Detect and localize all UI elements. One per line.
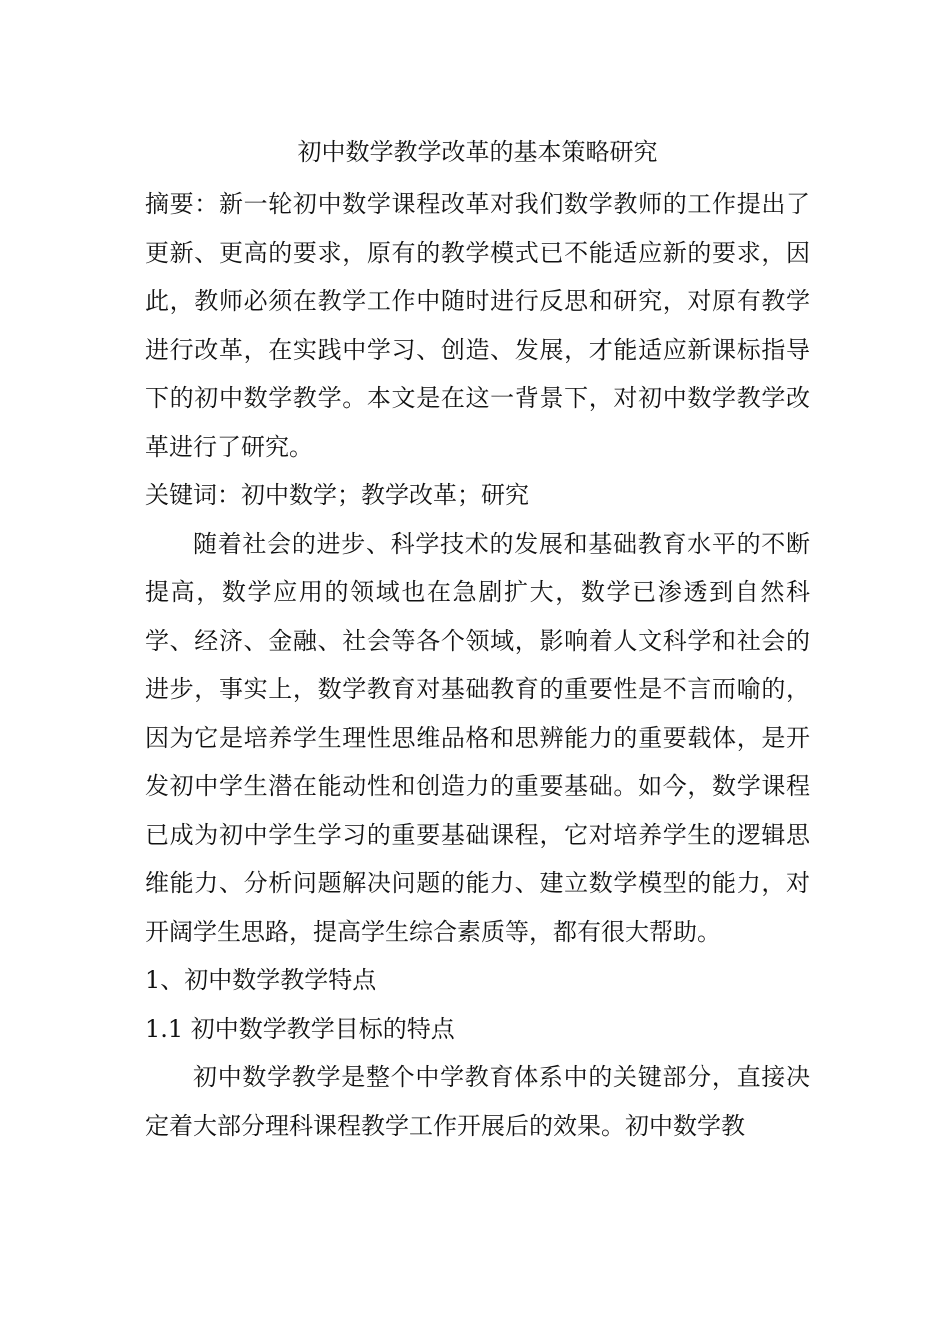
section-heading-1-1: 1.1 初中数学教学目标的特点 [145,1014,455,1043]
section-heading-1: 1、初中数学教学特点 [145,966,377,994]
document-body [145,128,810,1150]
abstract-paragraph: 摘要：新一轮初中数学课程改革对我们数学教师的工作提出了更新、更高的要求，原有的教学模式已不能适应新的要求，因此，教师必须在教学工作中随时进行反思和研究，对原有教学进行改革，在实践中学习、创造、发展，才能适应新课标指导下的初中数学教学。本文是在这一背景下，对初中数学教学改革进行了研究。 [145,190,810,461]
keywords-line: 关键词：初中数学；教学改革；研究 [145,481,529,509]
document-title: 初中数学教学改革的基本策略研究 [297,138,658,166]
intro-paragraph: 随着社会的进步、科学技术的发展和基础教育水平的不断提高，数学应用的领域也在急剧扩大，数学已渗透到自然科学、经济、金融、社会等各个领域，影响着人文科学和社会的进步，事实上，数学教育对基础教育的重要性是不言而喻的，因为它是培养学生理性思维品格和思辨能力的重要载体，是开发初中学生潜在能动性和创造力的重要基础。如今，数学课程已成为初中学生学习的重要基础课程，它对培养学生的逻辑思维能力、分析问题解决问题的能力、建立数学模型的能力，对开阔学生思路，提高学生综合素质等，都有很大帮助。 [145,529,810,946]
section-1-1-paragraph: 初中数学教学是整个中学教育体系中的关键部分，直接决定着大部分理科课程教学工作开展后的效果。初中数学教 [145,1063,810,1140]
